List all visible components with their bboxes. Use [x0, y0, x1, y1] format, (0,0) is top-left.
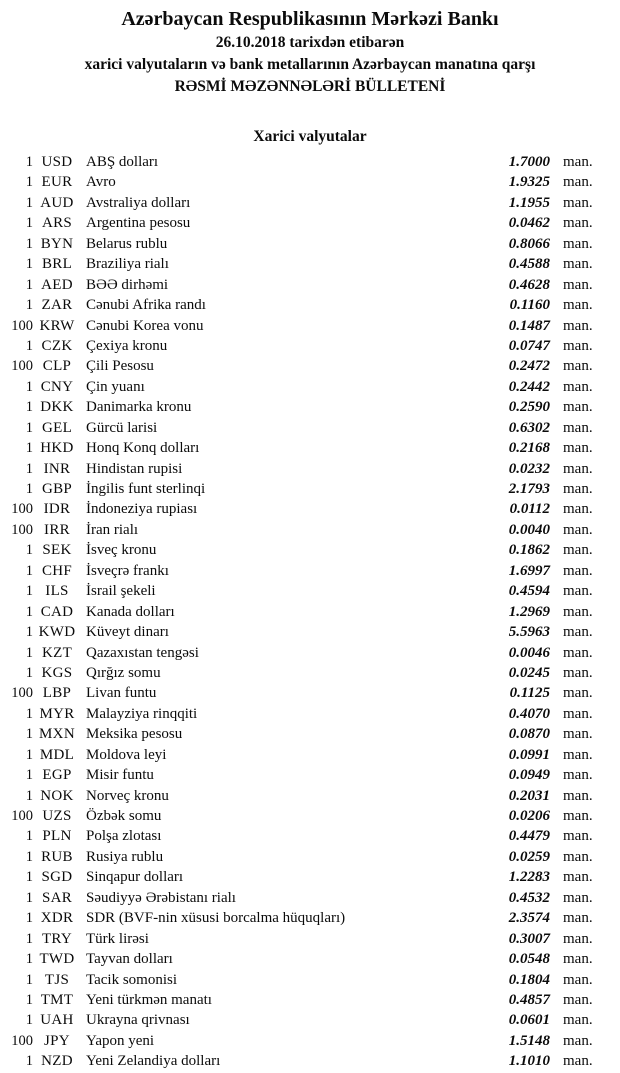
rate-row [0, 908, 620, 928]
rate-row [0, 152, 620, 172]
currency-code: KRW [39, 317, 75, 334]
currency-code: EUR [41, 174, 73, 191]
rate-row [0, 438, 620, 458]
rate-value: 1.6997 [508, 562, 550, 579]
currency-name: Ukrayna qrivnası [86, 1012, 190, 1029]
rate-row [0, 745, 620, 765]
rate-value: 0.2031 [508, 787, 550, 804]
currency-name: SDR (BVF-nin xüsusi borcalma hüquqları) [86, 910, 346, 927]
rate-row [0, 643, 620, 663]
quantity: 1 [25, 951, 33, 968]
quantity: 1 [25, 583, 33, 600]
rate-row [0, 970, 620, 990]
currency-name: Tacik somonisi [86, 971, 178, 988]
rate-value: 0.0046 [508, 644, 550, 661]
rate-value: 0.1125 [509, 685, 550, 702]
currency-name: Yapon yeni [86, 1032, 155, 1049]
quantity: 1 [25, 337, 33, 354]
quantity: 1 [25, 378, 33, 395]
rate-value: 0.1862 [508, 542, 550, 559]
unit-label: man. [563, 174, 593, 191]
currency-code: CHF [41, 562, 73, 579]
currency-name: Danimarka kronu [86, 399, 192, 416]
currency-name: Avstraliya dolları [86, 194, 191, 211]
rate-row [0, 172, 620, 192]
quantity: 1 [25, 828, 33, 845]
quantity: 1 [25, 767, 33, 784]
rate-row [0, 459, 620, 479]
rate-value: 0.4070 [508, 705, 550, 722]
unit-label: man. [563, 869, 593, 886]
rate-value: 0.0206 [508, 808, 550, 824]
unit-label: man. [563, 317, 593, 334]
quantity: 1 [25, 787, 33, 804]
rate-row [0, 520, 620, 540]
unit-label: man. [563, 440, 593, 457]
unit-label: man. [563, 685, 593, 702]
unit-label: man. [563, 154, 593, 170]
rate-row [0, 806, 620, 826]
rate-row [0, 663, 620, 683]
currency-name: Braziliya rialı [86, 256, 169, 273]
unit-label: man. [563, 664, 593, 681]
currency-code: BRL [41, 256, 73, 273]
currency-code: IDR [43, 501, 71, 518]
rate-value: 0.2472 [508, 358, 550, 375]
rate-value: 0.0245 [508, 664, 550, 681]
quantity: 1 [25, 991, 33, 1008]
unit-label: man. [563, 808, 593, 824]
unit-label: man. [563, 419, 593, 436]
unit-label: man. [563, 276, 593, 293]
currency-name: İsveçrə frankı [86, 562, 169, 579]
currency-name: Rusiya rublu [86, 848, 164, 865]
quantity: 1 [25, 848, 33, 865]
rate-row [0, 356, 620, 376]
unit-label: man. [563, 215, 593, 232]
currency-name: Yeni türkmən manatı [86, 991, 212, 1008]
currency-code: GEL [41, 419, 73, 436]
bank-title: Azərbaycan Respublikasının Mərkəzi Bankı [121, 8, 499, 30]
rate-row [0, 316, 620, 336]
currency-code: BYN [40, 235, 74, 252]
unit-label: man. [563, 297, 593, 314]
rate-value: 0.3007 [508, 930, 550, 947]
quantity: 1 [25, 869, 33, 886]
currency-code: ARS [41, 215, 73, 232]
currency-name: Çexiya kronu [86, 337, 168, 354]
quantity: 100 [11, 685, 33, 702]
section-title-foreign-currencies: Xarici valyutalar [253, 128, 367, 145]
currency-code: KWD [38, 624, 76, 641]
unit-label: man. [563, 194, 593, 211]
rate-value: 1.7000 [508, 154, 550, 170]
currency-code: KGS [41, 664, 73, 681]
unit-label: man. [563, 1012, 593, 1029]
unit-label: man. [563, 358, 593, 375]
quantity: 1 [25, 194, 33, 211]
currency-name: BƏƏ dirhəmi [86, 276, 169, 293]
currency-code: UAH [40, 1012, 74, 1029]
currency-code: RUB [41, 848, 73, 865]
rate-value: 1.1955 [508, 194, 550, 211]
unit-label: man. [563, 542, 593, 559]
rate-value: 0.0462 [508, 215, 550, 232]
rate-value: 1.2283 [508, 869, 550, 886]
quantity: 1 [25, 889, 33, 906]
currency-code: CAD [40, 603, 74, 620]
rate-value: 0.2168 [508, 440, 550, 457]
rate-row [0, 377, 620, 397]
quantity: 1 [25, 154, 33, 170]
rate-row [0, 254, 620, 274]
unit-label: man. [563, 726, 593, 743]
currency-name: Moldova leyi [86, 746, 167, 763]
quantity: 1 [25, 1053, 33, 1070]
rate-value: 2.1793 [508, 481, 550, 497]
currency-code: ILS [45, 583, 69, 600]
quantity: 1 [25, 174, 33, 191]
rate-row [0, 683, 620, 703]
rate-value: 1.2969 [508, 603, 550, 620]
currency-name: Honq Konq dolları [86, 440, 200, 457]
unit-label: man. [563, 256, 593, 273]
currency-name: Hindistan rupisi [86, 460, 183, 477]
currency-name: Tayvan dolları [86, 951, 173, 968]
currency-name: Özbək somu [86, 808, 162, 824]
rate-row [0, 561, 620, 581]
currency-code: TWD [39, 951, 75, 968]
unit-label: man. [563, 235, 593, 252]
rate-row [0, 234, 620, 254]
currency-name: İndoneziya rupiası [86, 501, 198, 518]
unit-label: man. [563, 767, 593, 784]
unit-label: man. [563, 848, 593, 865]
rate-value: 0.8066 [508, 235, 550, 252]
rate-row [0, 847, 620, 867]
currency-name: Küveyt dinarı [86, 624, 169, 641]
currency-name: Meksika pesosu [86, 726, 183, 743]
rate-row [0, 622, 620, 642]
rate-row [0, 1051, 620, 1071]
currency-name: Malayziya rinqqiti [86, 705, 198, 722]
quantity: 1 [25, 256, 33, 273]
quantity: 1 [25, 664, 33, 681]
currency-name: Qazaxıstan tengəsi [86, 644, 199, 661]
currency-code: PLN [42, 828, 72, 845]
unit-label: man. [563, 1032, 593, 1049]
currency-code: AUD [40, 194, 74, 211]
quantity: 100 [11, 1032, 33, 1049]
currency-name: Səudiyyə Ərəbistanı rialı [86, 889, 236, 906]
unit-label: man. [563, 930, 593, 947]
rate-value: 0.0259 [508, 848, 550, 865]
currency-code: UZS [42, 808, 72, 824]
currency-code: XDR [40, 910, 74, 927]
currency-name: İsrail şekeli [86, 583, 156, 600]
rate-value: 0.0949 [508, 767, 550, 784]
rate-value: 0.1804 [508, 971, 550, 988]
rate-row [0, 867, 620, 887]
rate-value: 0.6302 [508, 419, 550, 436]
currency-code: HKD [40, 440, 74, 457]
quantity: 1 [25, 460, 33, 477]
currency-name: Belarus rublu [86, 235, 168, 252]
rate-row [0, 479, 620, 499]
rate-row [0, 540, 620, 560]
rate-value: 0.4588 [508, 256, 550, 273]
currency-code: CLP [42, 358, 72, 375]
rate-value: 5.5963 [508, 624, 550, 641]
currency-name: Misir funtu [86, 767, 154, 784]
currency-name: Cənubi Afrika randı [86, 297, 206, 314]
rate-row [0, 275, 620, 295]
currency-name: Gürcü larisi [86, 419, 158, 436]
rate-row [0, 193, 620, 213]
currency-code: KZT [41, 644, 73, 661]
rate-row [0, 418, 620, 438]
rate-value: 2.3574 [508, 910, 550, 927]
rate-value: 1.1010 [508, 1053, 550, 1070]
rate-row [0, 1031, 620, 1051]
rate-value: 0.4628 [508, 276, 550, 293]
document-subtitle: xarici valyutaların və bank metallarının Azərbaycan manatına qarşı [84, 56, 536, 73]
rate-row [0, 499, 620, 519]
currency-name: İran rialı [86, 521, 139, 538]
document-header [0, 0, 620, 98]
currency-name: Cənubi Korea vonu [86, 317, 204, 334]
currency-name: Avro [86, 174, 116, 191]
currency-name: ABŞ dolları [86, 154, 159, 170]
currency-code: MDL [39, 746, 75, 763]
currency-name: Türk lirəsi [86, 930, 149, 947]
quantity: 100 [11, 317, 33, 334]
quantity: 1 [25, 930, 33, 947]
quantity: 1 [25, 399, 33, 416]
bulletin-title: RƏSMİ MƏZƏNNƏLƏRİ BÜLLETENİ [174, 78, 446, 95]
rate-row [0, 397, 620, 417]
currency-code: DKK [40, 399, 74, 416]
currency-code: IRR [44, 521, 70, 538]
currency-code: TRY [41, 930, 73, 947]
rate-row [0, 581, 620, 601]
quantity: 1 [25, 746, 33, 763]
currency-name: Qırğız somu [86, 664, 161, 681]
currency-code: LBP [42, 685, 72, 702]
quantity: 1 [25, 624, 33, 641]
unit-label: man. [563, 1053, 593, 1070]
unit-label: man. [563, 481, 593, 497]
rate-row [0, 602, 620, 622]
currency-code: INR [43, 460, 71, 477]
quantity: 1 [25, 910, 33, 927]
rate-row [0, 336, 620, 356]
unit-label: man. [563, 378, 593, 395]
unit-label: man. [563, 521, 593, 538]
rate-row [0, 786, 620, 806]
currency-code: NOK [40, 787, 74, 804]
currency-code: ZAR [41, 297, 73, 314]
unit-label: man. [563, 705, 593, 722]
quantity: 100 [11, 501, 33, 518]
quantity: 1 [25, 440, 33, 457]
unit-label: man. [563, 644, 593, 661]
currency-code: EGP [42, 767, 72, 784]
effective-date-line: 26.10.2018 tarixdən etibarən [215, 34, 405, 51]
unit-label: man. [563, 501, 593, 518]
currency-name: Livan funtu [86, 685, 157, 702]
rate-row [0, 949, 620, 969]
rate-row [0, 213, 620, 233]
rate-row [0, 990, 620, 1010]
rate-value: 0.4479 [508, 828, 550, 845]
rate-value: 0.0870 [508, 726, 550, 743]
currency-code: USD [41, 154, 73, 170]
unit-label: man. [563, 746, 593, 763]
currency-code: MXN [39, 726, 75, 743]
currency-name: Çin yuanı [86, 378, 145, 395]
quantity: 1 [25, 644, 33, 661]
rate-row [0, 765, 620, 785]
quantity: 1 [25, 235, 33, 252]
quantity: 1 [25, 276, 33, 293]
currency-name: Sinqapur dolları [86, 869, 184, 886]
rate-value: 0.0991 [508, 746, 550, 763]
unit-label: man. [563, 787, 593, 804]
rate-value: 0.0040 [508, 521, 550, 538]
quantity: 1 [25, 562, 33, 579]
unit-label: man. [563, 889, 593, 906]
unit-label: man. [563, 910, 593, 927]
rate-row [0, 1010, 620, 1030]
currency-name: Kanada dolları [86, 603, 175, 620]
currency-name: İsveç kronu [86, 542, 157, 559]
unit-label: man. [563, 337, 593, 354]
currency-name: Argentina pesosu [86, 215, 191, 232]
rate-row [0, 929, 620, 949]
unit-label: man. [563, 399, 593, 416]
currency-name: Polşa zlotası [86, 828, 162, 845]
rate-value: 0.2590 [508, 399, 550, 416]
currency-code: SAR [41, 889, 73, 906]
unit-label: man. [563, 991, 593, 1008]
quantity: 1 [25, 603, 33, 620]
currency-code: SGD [41, 869, 73, 886]
quantity: 1 [25, 1012, 33, 1029]
quantity: 1 [25, 542, 33, 559]
currency-code: AED [41, 276, 73, 293]
rate-value: 0.4857 [508, 991, 550, 1008]
rate-row [0, 826, 620, 846]
unit-label: man. [563, 603, 593, 620]
currency-code: TJS [44, 971, 70, 988]
quantity: 1 [25, 971, 33, 988]
rate-value: 0.0112 [509, 501, 550, 518]
currency-code: CZK [41, 337, 73, 354]
unit-label: man. [563, 951, 593, 968]
quantity: 1 [25, 297, 33, 314]
currency-name: Norveç kronu [86, 787, 169, 804]
rate-value: 0.0232 [508, 460, 550, 477]
unit-label: man. [563, 828, 593, 845]
quantity: 1 [25, 419, 33, 436]
rate-row [0, 724, 620, 744]
quantity: 100 [11, 521, 33, 538]
rate-value: 0.2442 [508, 378, 550, 395]
quantity: 1 [25, 726, 33, 743]
rate-value: 0.0548 [508, 951, 550, 968]
rate-value: 1.9325 [508, 174, 550, 191]
rate-value: 0.1487 [508, 317, 550, 334]
quantity: 1 [25, 481, 33, 497]
currency-name: Çili Pesosu [86, 358, 154, 375]
currency-code: SEK [42, 542, 72, 559]
currency-code: NZD [41, 1053, 73, 1070]
quantity: 100 [11, 808, 33, 824]
currency-code: TMT [40, 991, 74, 1008]
unit-label: man. [563, 583, 593, 600]
unit-label: man. [563, 460, 593, 477]
rate-value: 0.4594 [508, 583, 550, 600]
rate-value: 0.0601 [508, 1012, 550, 1029]
currency-code: MYR [39, 705, 75, 722]
rate-row [0, 888, 620, 908]
currency-code: GBP [41, 481, 73, 497]
unit-label: man. [563, 562, 593, 579]
currency-name: Yeni Zelandiya dolları [86, 1053, 221, 1070]
quantity: 100 [11, 358, 33, 375]
rate-value: 0.4532 [508, 889, 550, 906]
rate-value: 0.1160 [509, 297, 550, 314]
currency-code: JPY [44, 1032, 70, 1049]
rate-value: 1.5148 [508, 1032, 550, 1049]
unit-label: man. [563, 971, 593, 988]
currency-code: CNY [40, 378, 74, 395]
rate-value: 0.0747 [508, 337, 550, 354]
rate-row [0, 295, 620, 315]
unit-label: man. [563, 624, 593, 641]
currency-name: İngilis funt sterlinqi [86, 481, 206, 497]
exchange-rates-table [0, 152, 620, 1072]
quantity: 1 [25, 215, 33, 232]
rate-row [0, 704, 620, 724]
quantity: 1 [25, 705, 33, 722]
